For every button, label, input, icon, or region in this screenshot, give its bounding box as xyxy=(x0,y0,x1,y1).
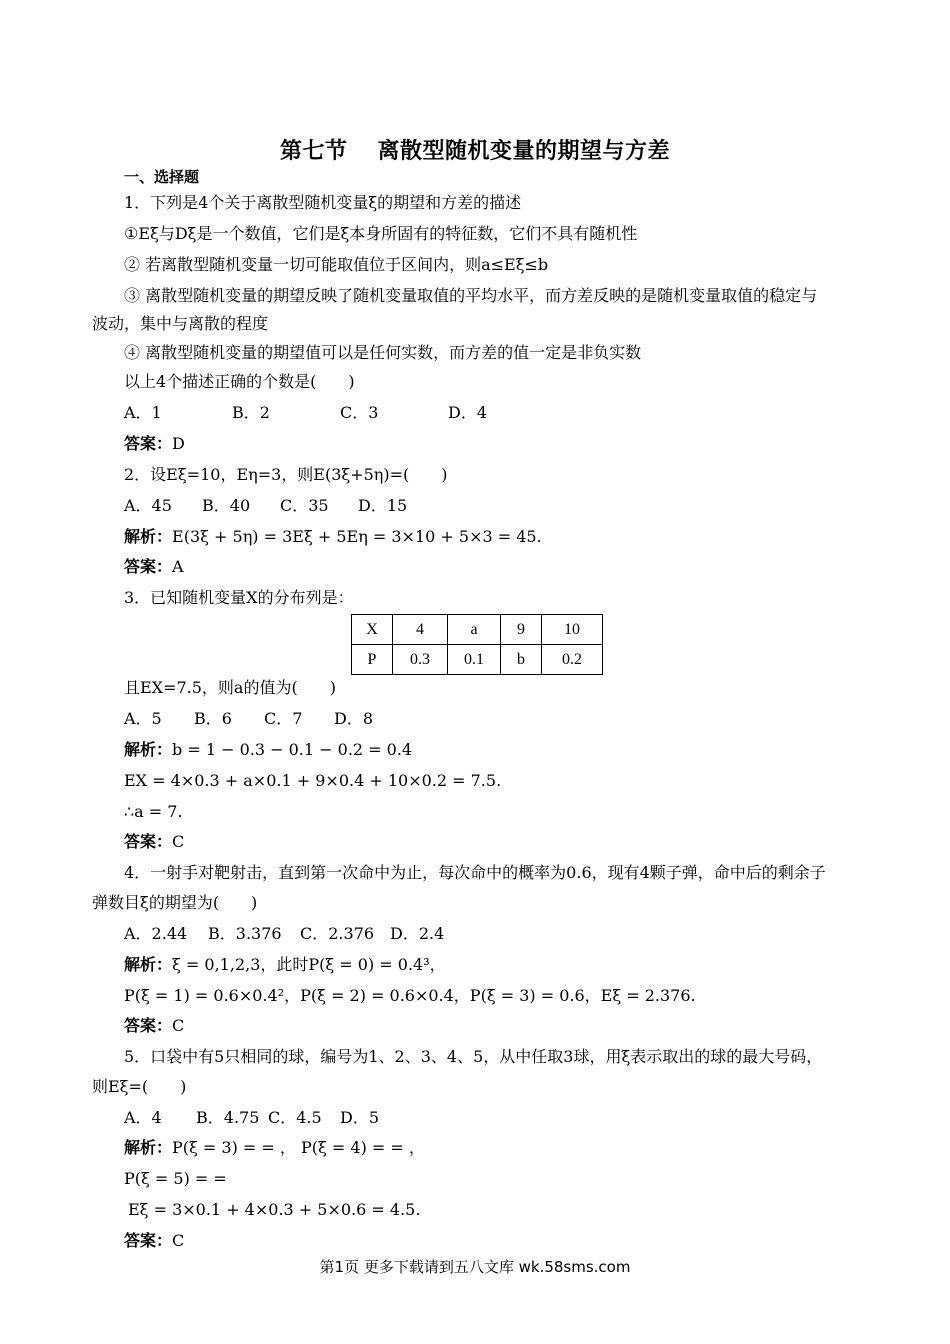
table-cell: b xyxy=(501,645,542,675)
q4-options xyxy=(124,924,444,944)
q3-option-d: D．8 xyxy=(334,709,374,728)
analysis-label: 解析： xyxy=(124,1138,173,1157)
q2-options xyxy=(124,496,407,516)
q4-option-b: B．3.376 xyxy=(208,924,282,943)
table-row xyxy=(352,615,603,645)
table-cell: 4 xyxy=(393,615,448,645)
q1-stem: 1．下列是4个关于离散型随机变量ξ的期望和方差的描述 xyxy=(124,193,522,212)
page-title xyxy=(0,134,950,165)
q3-option-a: A．5 xyxy=(124,709,162,728)
q1-option-b: B．2 xyxy=(232,403,270,422)
q3-analysis-text: b = 1 − 0.3 − 0.1 − 0.2 = 0.4 xyxy=(172,740,413,759)
q3-analysis-2: EX = 4×0.3 + a×0.1 + 9×0.4 + 10×0.2 = 7.5. xyxy=(124,771,502,790)
q1-option-a: A．1 xyxy=(124,403,162,422)
q5-analysis-text: P(ξ = 3) = = ， P(ξ = 4) = = ， xyxy=(172,1138,425,1157)
q2-analysis-text: E(3ξ + 5η) = 3Eξ + 5Eη = 3×10 + 5×3 = 45. xyxy=(172,527,542,546)
q1-option-d: D．4 xyxy=(448,403,488,422)
analysis-label: 解析： xyxy=(124,527,173,546)
page-footer: 第1页 更多下载请到五八文库 wk.58sms.com xyxy=(319,1258,631,1276)
q5-answer xyxy=(124,1231,184,1251)
answer-label: 答案： xyxy=(124,1231,173,1250)
table-row xyxy=(352,645,603,675)
table-cell: 0.1 xyxy=(448,645,501,675)
analysis-label: 解析： xyxy=(124,740,173,759)
q3-options xyxy=(124,709,373,729)
table-cell: X xyxy=(352,615,393,645)
title-section-number: 第七节 xyxy=(279,139,348,164)
q1-answer xyxy=(124,434,185,454)
q3-answer xyxy=(124,832,184,852)
q1-statement-3a: ③ 离散型随机变量的期望反映了随机变量取值的平均水平，而方差反映的是随机变量取值的稳定与 xyxy=(124,286,818,305)
q4-analysis-text: ξ = 0,1,2,3，此时P(ξ = 0) = 0.4³， xyxy=(172,955,446,974)
q5-stem-b: 则Eξ=( ) xyxy=(92,1077,187,1096)
table-cell: a xyxy=(448,615,501,645)
distribution-table xyxy=(351,614,603,675)
q4-option-a: A．2.44 xyxy=(124,924,188,943)
q1-options xyxy=(124,403,487,423)
q4-stem-a: 4．一射手对靶射击，直到第一次命中为止，每次命中的概率为0.6，现有4颗子弹，命中后的剩余子 xyxy=(124,863,826,882)
section-heading: 一、选择题 xyxy=(124,168,200,186)
answer-label: 答案： xyxy=(124,832,173,851)
q1-statement-1: ①Eξ与Dξ是一个数值，它们是ξ本身所固有的特征数，它们不具有随机性 xyxy=(124,224,638,243)
q1-statement-3b: 波动，集中与离散的程度 xyxy=(92,314,269,333)
q5-options xyxy=(124,1108,379,1128)
q5-stem-a: 5．口袋中有5只相同的球，编号为1、2、3、4、5，从中任取3球，用ξ表示取出的球的最大号码， xyxy=(124,1047,823,1066)
q2-option-d: D．15 xyxy=(358,496,408,515)
q5-option-d: D．5 xyxy=(340,1108,380,1127)
answer-label: 答案： xyxy=(124,1016,173,1035)
q1-answer-value: D xyxy=(172,434,185,453)
q2-stem: 2．设Eξ=10，Eη=3，则E(3ξ+5η)=( ) xyxy=(124,465,448,484)
q2-answer xyxy=(124,557,184,577)
q1-statement-2: ② 若离散型随机变量一切可能取值位于区间内，则a≤Eξ≤b xyxy=(124,255,549,274)
q5-option-a: A．4 xyxy=(124,1108,162,1127)
table-cell: P xyxy=(352,645,393,675)
q5-analysis-2: P(ξ = 5) = = xyxy=(124,1169,227,1188)
table-cell: 0.2 xyxy=(542,645,603,675)
q2-option-a: A．45 xyxy=(124,496,172,515)
table-cell: 9 xyxy=(501,615,542,645)
q2-analysis xyxy=(124,527,542,547)
q5-analysis-1 xyxy=(124,1138,425,1158)
q5-option-b: B．4.75 xyxy=(196,1108,260,1127)
q4-stem-b: 弹数目ξ的期望为( ) xyxy=(92,893,258,912)
table-cell: 10 xyxy=(542,615,603,645)
q4-analysis-1 xyxy=(124,955,446,975)
title-topic: 离散型随机变量的期望与方差 xyxy=(377,139,671,164)
q3-option-b: B．6 xyxy=(194,709,232,728)
table-cell: 0.3 xyxy=(393,645,448,675)
q4-option-c: C．2.376 xyxy=(300,924,375,943)
q1-ask: 以上4个描述正确的个数是( ) xyxy=(124,372,355,391)
answer-label: 答案： xyxy=(124,557,173,576)
q3-answer-value: C xyxy=(172,832,185,851)
q4-answer xyxy=(124,1016,184,1036)
q4-answer-value: C xyxy=(172,1016,185,1035)
q2-option-c: C．35 xyxy=(280,496,329,515)
q3-option-c: C．7 xyxy=(264,709,303,728)
answer-label: 答案： xyxy=(124,434,173,453)
q5-option-c: C．4.5 xyxy=(268,1108,322,1127)
q3-stem: 3．已知随机变量X的分布列是： xyxy=(124,588,354,607)
q5-analysis-3: Eξ = 3×0.1 + 4×0.3 + 5×0.6 = 4.5. xyxy=(128,1200,421,1219)
q2-option-b: B．40 xyxy=(202,496,251,515)
q5-answer-value: C xyxy=(172,1231,185,1250)
q3-condition: 且EX=7.5，则a的值为( ) xyxy=(124,678,336,697)
q4-option-d: D．2.4 xyxy=(390,924,445,943)
q3-analysis-1 xyxy=(124,740,412,760)
q2-answer-value: A xyxy=(172,557,184,576)
q4-analysis-2: P(ξ = 1) = 0.6×0.4²，P(ξ = 2) = 0.6×0.4，P(ξ = 3) = 0.6，Eξ = 2.376. xyxy=(124,986,696,1005)
analysis-label: 解析： xyxy=(124,955,173,974)
q3-analysis-3: ∴a = 7. xyxy=(124,802,183,821)
q1-option-c: C．3 xyxy=(340,403,379,422)
q1-statement-4: ④ 离散型随机变量的期望值可以是任何实数，而方差的值一定是非负实数 xyxy=(124,343,642,362)
